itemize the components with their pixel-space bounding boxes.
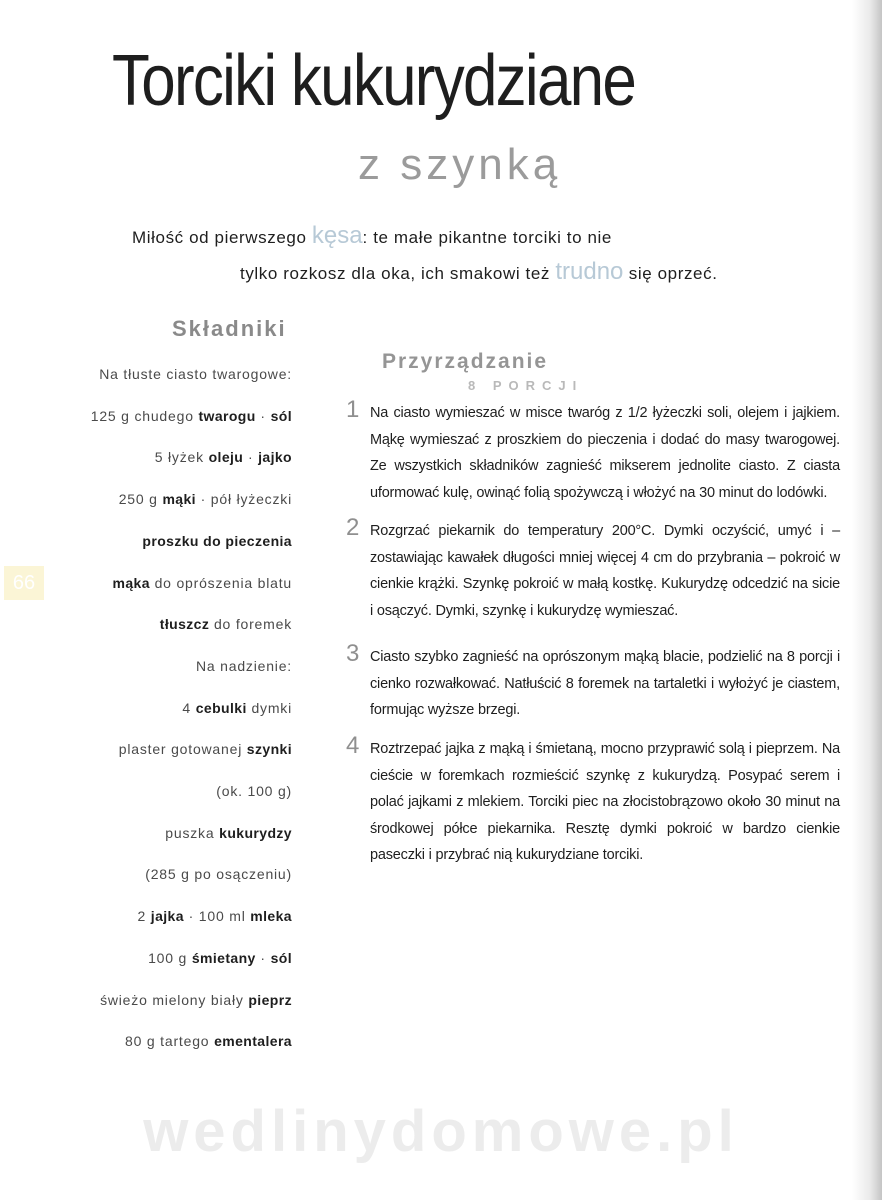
- ingredient-text: (285 g po osączeniu): [145, 866, 292, 883]
- ingredient-text: 100 g: [148, 949, 192, 966]
- ingredient-line: [160, 616, 292, 632]
- ingredient-text: · 100 ml: [183, 908, 251, 925]
- ingredient-text: 2: [137, 908, 151, 925]
- ingredient-line: [216, 783, 292, 799]
- ingredient-name: oleju: [208, 449, 244, 466]
- intro-accent-word: kęsa: [311, 222, 363, 249]
- ingredient-name: tłuszcz: [159, 616, 210, 633]
- ingredient-name: jajka: [150, 908, 184, 925]
- ingredient-text: plaster gotowanej: [118, 741, 247, 758]
- ingredient-name: sól: [270, 949, 292, 966]
- ingredient-text: ·: [243, 449, 259, 466]
- ingredient-line: [155, 449, 292, 465]
- ingredient-text: 5 łyżek: [154, 449, 209, 466]
- intro-text: Miłość od pierwszego: [132, 228, 312, 247]
- ingredient-text: Na tłuste ciasto twarogowe:: [99, 366, 292, 382]
- page-edge-shadow: [852, 0, 882, 1200]
- ingredient-line: [142, 533, 292, 549]
- ingredient-name: kukurydzy: [219, 824, 292, 841]
- ingredient-line: [182, 700, 292, 716]
- ingredient-text: (ok. 100 g): [216, 783, 292, 799]
- ingredient-name: twarogu: [198, 407, 256, 424]
- ingredient-line: [112, 575, 292, 591]
- intro-text: tylko rozkosz dla oka, ich smakowi też: [240, 264, 556, 283]
- ingredient-line: [196, 658, 292, 674]
- ingredient-name: cebulki: [195, 699, 247, 716]
- ingredient-text: 80 g tartego: [125, 1033, 215, 1050]
- ingredient-text: 4: [182, 699, 196, 716]
- ingredient-name: pieprz: [248, 991, 292, 1008]
- ingredient-text: puszka: [165, 824, 220, 841]
- ingredient-text: świeżo mielony biały: [100, 991, 249, 1008]
- ingredients-heading: Składniki: [172, 316, 287, 341]
- ingredient-name: sól: [270, 407, 292, 424]
- recipe-subtitle: z szynką: [358, 140, 562, 189]
- ingredient-name: jajko: [258, 449, 292, 466]
- ingredient-line: [99, 366, 292, 382]
- ingredient-line: [119, 741, 292, 757]
- ingredient-text: Na nadzienie:: [195, 657, 292, 674]
- intro-text: się oprzeć.: [623, 264, 718, 283]
- intro-line-1: [132, 222, 612, 250]
- ingredient-name: szynki: [246, 741, 292, 758]
- ingredient-name: ementalera: [214, 1033, 292, 1050]
- ingredient-text: do oprószenia blatu: [149, 574, 292, 591]
- ingredient-text: ·: [255, 407, 271, 424]
- ingredient-line: [100, 992, 292, 1008]
- ingredient-name: mąka: [112, 574, 150, 591]
- step-text: Na ciasto wymieszać w misce twaróg z 1/2 łyżeczki soli, olejem i jajkiem. Mąkę wymieszać z proszkiem do pieczenia i dodać do masy twarogowej. Ze wszystkich składników zagnieść mikserem jednolite ciasto. Z ciasta uformować kulę, owinąć folią spożywczą i włożyć na 30 minut do lodówki.: [370, 405, 840, 501]
- portions-label: 8 PORCJI: [468, 378, 584, 393]
- ingredient-text: 125 g chudego: [90, 407, 199, 424]
- intro-text: : te małe pikantne torciki to nie: [362, 228, 612, 247]
- intro-line-2: [240, 258, 718, 286]
- page-number: 66: [4, 566, 44, 600]
- ingredient-text: · pół łyżeczki: [195, 491, 292, 508]
- step-number: 1: [346, 396, 360, 423]
- ingredient-name: śmietany: [191, 949, 256, 966]
- ingredient-line: [138, 908, 292, 924]
- ingredient-line: [165, 825, 292, 841]
- step-text: Ciasto szybko zagnieść na oprószonym mąką blacie, podzielić na 8 porcji i cienko rozwałkować. Natłuścić 8 foremek na tartaletki i wyłożyć je ciastem, formując wyższe brzegi.: [370, 649, 840, 718]
- ingredient-text: do foremek: [209, 616, 292, 633]
- ingredient-name: mąki: [162, 491, 196, 508]
- ingredient-text: dymki: [246, 699, 292, 716]
- step-number: 4: [346, 732, 360, 759]
- ingredient-line: [148, 950, 292, 966]
- ingredient-line: [145, 866, 292, 882]
- ingredient-name: mleka: [250, 908, 292, 925]
- recipe-title: Torciki kukurydziane: [112, 41, 636, 121]
- intro-accent-word: trudno: [555, 258, 624, 285]
- step-text: Roztrzepać jajka z mąką i śmietaną, mocno przyprawić solą i pieprzem. Na cieście w foremkach rozmieścić szynkę z kukurydzą. Posypać serem i polać jajkami z mlekiem. Torciki piec na złocistobrązowo około 30 minut na środkowej półce piekarnika. Resztę dymki pokroić w bardzo cienkie paseczki i przybrać nią kukurydziane torciki.: [370, 741, 840, 863]
- ingredient-name: proszku do pieczenia: [142, 532, 292, 549]
- watermark: wedlinydomowe.pl: [143, 1099, 739, 1164]
- ingredient-text: ·: [255, 949, 271, 966]
- preparation-heading: Przyrządzanie: [382, 350, 549, 373]
- step-text: Rozgrzać piekarnik do temperatury 200°C. Dymki oczyścić, umyć i – zostawiając kawałek długości mniej więcej 4 cm do przybrania – pokroić w cienkie krążki. Szynkę pokroić w małą kostkę. Kukurydzę odcedzić na sicie i osączyć. Dymki, szynkę i kukurydzę wymieszać.: [370, 523, 840, 619]
- ingredient-text: 250 g: [118, 491, 163, 508]
- step-number: 2: [346, 514, 360, 541]
- step-number: 3: [346, 640, 360, 667]
- ingredient-line: [91, 408, 292, 424]
- ingredient-line: [119, 491, 292, 507]
- ingredient-line: [125, 1033, 292, 1049]
